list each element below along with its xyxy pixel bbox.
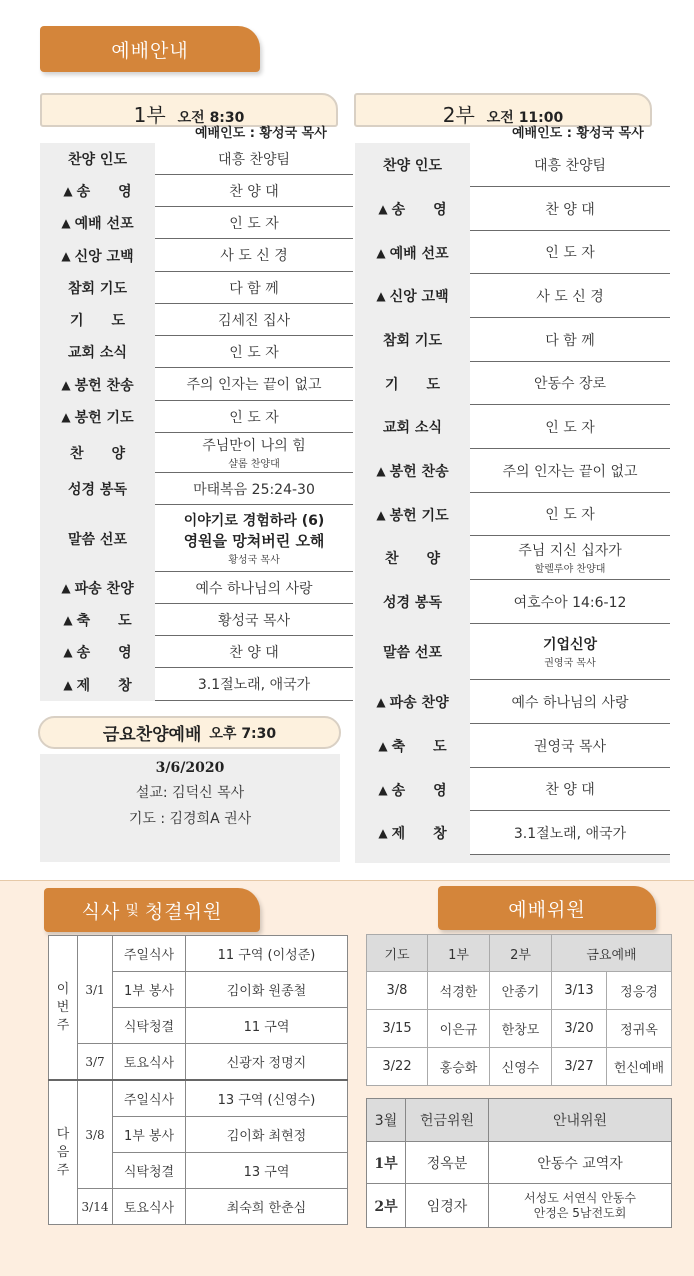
order-row <box>355 624 670 680</box>
table-header-row <box>367 1099 672 1142</box>
order-value-text: 3.1절노래, 애국가 <box>197 677 311 693</box>
triangle-icon: ▲ <box>61 581 71 595</box>
order-value <box>155 473 353 505</box>
friday-worship-time: 오후 7:30 <box>209 725 277 742</box>
order-value-text: 인 도 자 <box>545 245 595 261</box>
order-row <box>355 187 670 231</box>
order-label-text: 성경 봉독 <box>68 482 127 498</box>
order-label-text: 신앙 고백 <box>389 289 449 305</box>
order-label-text: 찬양 인도 <box>383 158 442 174</box>
order-value <box>155 636 353 668</box>
service-1-leader: 예배인도 : 황성국 목사 <box>195 126 327 141</box>
order-value <box>155 272 353 304</box>
order-label-text: 축 도 <box>76 613 132 629</box>
date-cell: 3/1 <box>78 936 113 1044</box>
cell: 3/15 <box>367 1010 428 1048</box>
order-value <box>155 505 353 572</box>
order-row <box>355 274 670 318</box>
order-row <box>355 811 670 855</box>
order-value-text: 3.1절노래, 애국가 <box>513 825 627 842</box>
cell: 석경한 <box>428 972 490 1010</box>
order-value <box>470 187 670 231</box>
table-row <box>367 1184 672 1228</box>
order-value-text: 사 도 신 경 <box>220 248 288 264</box>
order-value-text: 주의 인자는 끝이 없고 <box>186 377 322 393</box>
order-value <box>155 143 353 175</box>
triangle-icon: ▲ <box>63 645 73 659</box>
meal-kind: 식탁청결 <box>113 1008 186 1044</box>
order-label <box>355 724 470 768</box>
order-label <box>355 362 470 405</box>
table-row <box>367 1048 672 1086</box>
meal-value: 13 구역 <box>186 1153 348 1189</box>
order-value <box>155 175 353 207</box>
service-cell: 1부 <box>367 1142 406 1184</box>
order-row <box>40 336 353 368</box>
order-value-text: 찬 양 대 <box>545 782 595 798</box>
offering-cell: 임경자 <box>406 1184 489 1228</box>
order-value-text: 인 도 자 <box>229 409 279 426</box>
meal-kind: 1부 봉사 <box>113 972 186 1008</box>
order-row <box>355 362 670 405</box>
order-value-text: 인 도 자 <box>545 419 595 436</box>
order-label-text: 봉헌 기도 <box>389 507 449 524</box>
order-label-text: 신앙 고백 <box>74 248 134 265</box>
service-2-name: 2부 <box>442 103 475 127</box>
meal-kind: 토요식사 <box>113 1189 186 1225</box>
order-label-text: 예배 선포 <box>389 245 449 262</box>
cell: 3/20 <box>552 1010 607 1048</box>
order-value <box>155 336 353 368</box>
order-value <box>470 318 670 362</box>
order-label <box>355 624 470 680</box>
cell: 3/8 <box>367 972 428 1010</box>
meal-value: 김이화 원종철 <box>186 972 348 1008</box>
offering-cell: 정옥분 <box>406 1142 489 1184</box>
cell: 헌신예배 <box>607 1048 672 1086</box>
order-value-text: 기업신앙 <box>542 637 598 653</box>
table-row <box>367 1142 672 1184</box>
cell: 안종기 <box>490 972 552 1010</box>
order-label-text: 기 도 <box>384 376 441 393</box>
triangle-icon: ▲ <box>376 289 386 303</box>
table-row <box>49 936 348 972</box>
service-2-leader: 예배인도 : 황성국 목사 <box>512 126 644 141</box>
order-label <box>355 318 470 362</box>
order-label <box>40 401 155 433</box>
order-value <box>470 580 670 624</box>
table-row <box>49 1044 348 1081</box>
order-label-text: 송 영 <box>391 202 447 218</box>
order-value-text-2: 영원을 망쳐버린 오해 <box>183 532 325 550</box>
order-value <box>155 401 353 433</box>
usher-cell <box>489 1184 672 1228</box>
worship-committee-title: 예배위원 <box>438 886 656 930</box>
order-row <box>40 505 353 572</box>
order-row <box>355 536 670 580</box>
order-label-text: 교회 소식 <box>383 420 442 436</box>
order-label <box>40 239 155 272</box>
order-row <box>40 433 353 473</box>
order-value <box>155 433 353 473</box>
triangle-icon: ▲ <box>63 184 73 198</box>
order-value-sub: 황성국 목사 <box>228 555 280 566</box>
order-label <box>40 207 155 239</box>
order-value-text: 대흥 찬양팀 <box>217 151 291 168</box>
order-row <box>355 580 670 624</box>
cell: 홍승화 <box>428 1048 490 1086</box>
order-label-text: 송 영 <box>391 782 447 799</box>
service-1-name: 1부 <box>133 103 166 127</box>
meal-value: 11 구역 <box>186 1008 348 1044</box>
usher-header: 안내위원 <box>489 1099 672 1142</box>
order-label-text: 봉헌 찬송 <box>389 464 449 480</box>
order-value <box>470 493 670 536</box>
order-value-text: 예수 하나님의 사랑 <box>195 580 313 597</box>
triangle-icon: ▲ <box>376 507 386 522</box>
order-label-text: 파송 찬양 <box>389 695 449 711</box>
cell: 한창모 <box>490 1010 552 1048</box>
order-value <box>470 624 670 680</box>
order-value <box>470 231 670 274</box>
order-label-text: 제 창 <box>76 677 132 694</box>
order-value <box>470 768 670 811</box>
usher-cell: 안동수 교역자 <box>489 1142 672 1184</box>
order-label <box>355 580 470 624</box>
order-value <box>155 668 353 701</box>
order-label-text: 봉헌 찬송 <box>74 377 134 394</box>
order-label <box>355 768 470 811</box>
order-value-text: 찬 양 대 <box>229 183 279 200</box>
order-value <box>470 405 670 449</box>
order-row <box>355 768 670 811</box>
meal-title-b: 및 <box>125 903 140 919</box>
meal-title-c: 청결위원 <box>144 900 223 923</box>
order-label-text: 말씀 선포 <box>383 645 442 661</box>
order-label <box>355 187 470 231</box>
triangle-icon: ▲ <box>63 613 73 627</box>
triangle-icon: ▲ <box>61 248 71 263</box>
triangle-icon: ▲ <box>378 782 388 797</box>
order-label-text: 제 창 <box>391 826 447 842</box>
order-value-sub: 할렐루야 찬양대 <box>534 564 606 575</box>
header-prayer: 기도 <box>367 935 428 972</box>
triangle-icon: ▲ <box>378 826 388 840</box>
next-week-label: 다 음 주 <box>49 1080 78 1225</box>
date-cell: 3/8 <box>78 1080 113 1189</box>
cell: 정귀옥 <box>607 1010 672 1048</box>
service-2-order <box>355 143 670 863</box>
order-row <box>40 368 353 401</box>
order-value-text: 인 도 자 <box>229 215 279 232</box>
order-label-text: 성경 봉독 <box>383 595 442 611</box>
order-value-text: 마태복음 25:24-30 <box>193 481 315 498</box>
meal-kind: 토요식사 <box>113 1044 186 1081</box>
order-label <box>40 143 155 175</box>
meal-value: 신광자 정명지 <box>186 1044 348 1081</box>
order-label-text: 송 영 <box>76 184 132 200</box>
order-value-text: 인 도 자 <box>229 344 279 361</box>
order-label <box>355 274 470 318</box>
order-row <box>40 272 353 304</box>
order-value <box>155 572 353 604</box>
order-row <box>40 239 353 272</box>
order-value <box>155 304 353 336</box>
order-row <box>355 143 670 187</box>
header-svc2: 2부 <box>490 935 552 972</box>
triangle-icon: ▲ <box>378 202 388 216</box>
cell: 3/13 <box>552 972 607 1010</box>
order-value-text: 사 도 신 경 <box>536 288 604 305</box>
order-label-text: 찬양 인도 <box>68 152 127 168</box>
order-label <box>40 272 155 304</box>
order-row <box>355 493 670 536</box>
order-value <box>155 207 353 239</box>
order-value <box>470 536 670 580</box>
service-2-time: 오전 11:00 <box>486 110 564 126</box>
order-value-text: 김세진 집사 <box>217 312 291 329</box>
order-row <box>40 175 353 207</box>
order-label <box>355 493 470 536</box>
order-value <box>470 274 670 318</box>
worship-committee-table <box>366 934 672 1086</box>
month-cell: 3월 <box>367 1099 406 1142</box>
order-label <box>40 668 155 701</box>
order-value-text: 주님만이 나의 힘 <box>202 438 306 454</box>
order-value <box>155 239 353 272</box>
order-value-text: 여호수아 14:6-12 <box>513 594 627 611</box>
cell: 3/27 <box>552 1048 607 1086</box>
triangle-icon: ▲ <box>376 464 386 478</box>
order-value-text: 권영국 목사 <box>533 738 607 755</box>
order-label <box>40 473 155 505</box>
friday-worship-header <box>38 716 341 749</box>
friday-worship-details <box>40 754 340 862</box>
order-row <box>40 572 353 604</box>
order-value <box>470 143 670 187</box>
order-label-text: 교회 소식 <box>68 345 127 361</box>
order-row <box>355 405 670 449</box>
order-label-text: 찬 양 <box>69 446 126 462</box>
order-label <box>355 143 470 187</box>
cell: 정응경 <box>607 972 672 1010</box>
order-label-text: 참회 기도 <box>383 333 442 349</box>
meal-kind: 주일식사 <box>113 936 186 972</box>
order-value <box>470 724 670 768</box>
order-label-text: 송 영 <box>76 645 132 661</box>
triangle-icon: ▲ <box>63 677 73 692</box>
triangle-icon: ▲ <box>61 377 71 392</box>
triangle-icon: ▲ <box>61 216 71 230</box>
order-label <box>355 449 470 493</box>
offering-usher-table <box>366 1098 672 1228</box>
friday-worship-title: 금요찬양예배 <box>102 725 202 745</box>
order-value-text: 이야기로 경험하라 (6) <box>183 513 325 529</box>
table-row <box>49 1189 348 1225</box>
triangle-icon: ▲ <box>376 695 386 709</box>
meal-value: 13 구역 (신영수) <box>186 1080 348 1117</box>
order-label <box>40 304 155 336</box>
order-value-text: 주님 지신 십자가 <box>518 543 622 559</box>
table-header-row <box>367 935 672 972</box>
order-label <box>40 433 155 473</box>
order-value-text: 다 함 께 <box>229 280 279 297</box>
order-label <box>40 336 155 368</box>
service-1-time: 오전 8:30 <box>177 110 245 126</box>
meal-value: 11 구역 (이성준) <box>186 936 348 972</box>
order-label <box>40 505 155 572</box>
usher-line-2: 안정은 5남전도회 <box>533 1205 627 1220</box>
order-value <box>470 362 670 405</box>
order-label <box>355 405 470 449</box>
order-label-text: 말씀 선포 <box>68 531 127 548</box>
order-value-sub: 샬롬 찬양대 <box>228 459 280 470</box>
friday-date: 3/6/2020 <box>155 760 225 776</box>
order-value-text: 예수 하나님의 사랑 <box>511 694 629 711</box>
triangle-icon: ▲ <box>378 739 388 753</box>
order-row <box>40 207 353 239</box>
triangle-icon: ▲ <box>61 410 71 424</box>
order-row <box>40 401 353 433</box>
order-value-text: 찬 양 대 <box>229 644 279 661</box>
order-row <box>40 604 353 636</box>
meal-kind: 1부 봉사 <box>113 1117 186 1153</box>
order-row <box>40 473 353 505</box>
order-value-sub: 권영국 목사 <box>544 658 596 669</box>
usher-line-1: 서성도 서연식 안동수 <box>524 1190 636 1205</box>
order-label <box>355 536 470 580</box>
service-cell: 2부 <box>367 1184 406 1228</box>
service-1-order <box>40 143 353 697</box>
header-friday: 금요예배 <box>552 935 672 972</box>
order-value-text: 주의 인자는 끝이 없고 <box>502 463 638 480</box>
header-svc1: 1부 <box>428 935 490 972</box>
meal-cleaning-title <box>44 888 260 932</box>
order-value-text: 다 함 께 <box>545 332 595 349</box>
order-label <box>40 604 155 636</box>
order-row <box>355 724 670 768</box>
order-label-text: 참회 기도 <box>68 281 127 297</box>
friday-prayer: 기도 : 김경희A 권사 <box>128 811 252 827</box>
order-value <box>470 811 670 855</box>
order-label-text: 예배 선포 <box>74 216 134 232</box>
order-row <box>355 680 670 724</box>
table-row <box>49 1080 348 1117</box>
order-row <box>355 231 670 274</box>
this-week-label: 이 번 주 <box>49 936 78 1081</box>
order-row <box>355 318 670 362</box>
order-value <box>155 368 353 401</box>
order-value-text: 인 도 자 <box>545 507 595 523</box>
order-value-text: 안동수 장로 <box>533 376 607 392</box>
cell: 신영수 <box>490 1048 552 1086</box>
order-label <box>40 636 155 668</box>
order-label <box>40 368 155 401</box>
meal-kind: 주일식사 <box>113 1080 186 1117</box>
offering-header: 헌금위원 <box>406 1099 489 1142</box>
cell: 이은규 <box>428 1010 490 1048</box>
meal-value: 최숙희 한춘심 <box>186 1189 348 1225</box>
order-value-text: 황성국 목사 <box>217 612 291 629</box>
meal-title-a: 식사 <box>81 900 121 923</box>
meal-value: 김이화 최현정 <box>186 1117 348 1153</box>
order-label-text: 찬 양 <box>384 551 441 567</box>
order-label <box>40 572 155 604</box>
cell: 3/22 <box>367 1048 428 1086</box>
order-row <box>40 143 353 175</box>
date-cell: 3/14 <box>78 1189 113 1225</box>
order-label-text: 기 도 <box>69 313 126 329</box>
order-row <box>40 668 353 701</box>
order-label-text: 봉헌 기도 <box>74 410 134 426</box>
order-value <box>155 604 353 636</box>
triangle-icon: ▲ <box>376 245 386 260</box>
worship-guide-title: 예배안내 <box>40 26 260 72</box>
date-cell: 3/7 <box>78 1044 113 1081</box>
table-row <box>367 972 672 1010</box>
order-label <box>355 231 470 274</box>
meal-cleaning-table <box>48 935 348 1225</box>
order-label <box>355 811 470 855</box>
order-value <box>470 680 670 724</box>
order-row <box>40 304 353 336</box>
order-value-text: 찬 양 대 <box>545 201 595 218</box>
order-row <box>40 636 353 668</box>
order-label-text: 파송 찬양 <box>74 581 134 597</box>
order-label <box>355 680 470 724</box>
table-row <box>367 1010 672 1048</box>
order-value-text: 대흥 찬양팀 <box>533 157 607 174</box>
order-label <box>40 175 155 207</box>
order-label-text: 축 도 <box>391 739 447 755</box>
order-value <box>470 449 670 493</box>
order-row <box>355 449 670 493</box>
meal-kind: 식탁청결 <box>113 1153 186 1189</box>
friday-preacher: 설교: 김덕신 목사 <box>135 785 245 801</box>
